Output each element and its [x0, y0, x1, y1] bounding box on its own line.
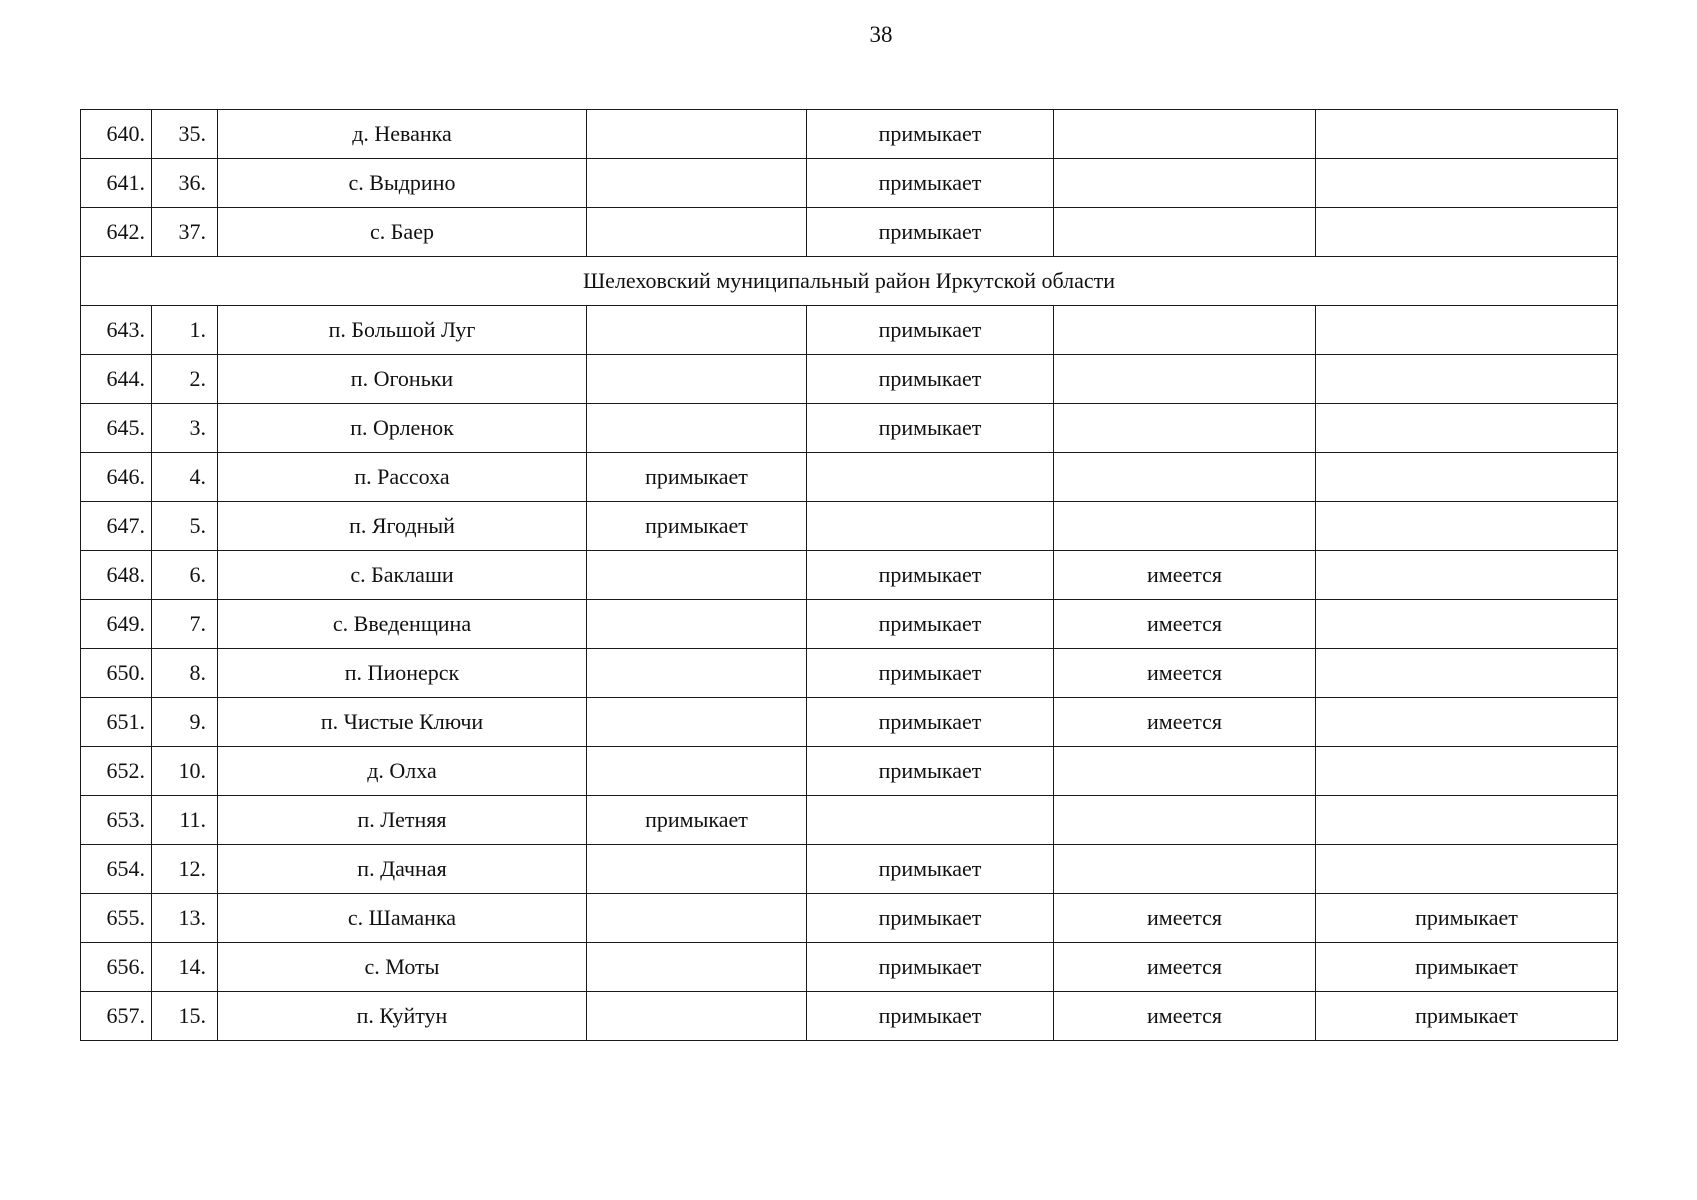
- column-7-cell: [1316, 502, 1618, 551]
- row-index-cell: 651.: [81, 698, 152, 747]
- row-number-cell: 2.: [152, 355, 218, 404]
- table-row: [81, 208, 1618, 257]
- column-4-cell: [587, 649, 807, 698]
- column-4-cell: примыкает: [587, 796, 807, 845]
- column-7-cell: [1316, 355, 1618, 404]
- row-number-cell: 36.: [152, 159, 218, 208]
- column-7-cell: примыкает: [1316, 992, 1618, 1041]
- column-5-cell: примыкает: [807, 355, 1054, 404]
- row-index-cell: 657.: [81, 992, 152, 1041]
- row-index-cell: 643.: [81, 306, 152, 355]
- section-row: [81, 257, 1618, 306]
- column-6-cell: [1054, 306, 1316, 355]
- row-index-cell: 646.: [81, 453, 152, 502]
- column-6-cell: имеется: [1054, 551, 1316, 600]
- settlement-name-cell: п. Чистые Ключи: [218, 698, 587, 747]
- column-4-cell: [587, 943, 807, 992]
- column-4-cell: [587, 551, 807, 600]
- column-5-cell: примыкает: [807, 208, 1054, 257]
- column-5-cell: примыкает: [807, 894, 1054, 943]
- section-title: Шелеховский муниципальный район Иркутской области: [81, 257, 1618, 306]
- column-4-cell: [587, 698, 807, 747]
- settlement-name-cell: п. Ягодный: [218, 502, 587, 551]
- row-index-cell: 653.: [81, 796, 152, 845]
- column-6-cell: имеется: [1054, 943, 1316, 992]
- row-number-cell: 9.: [152, 698, 218, 747]
- column-5-cell: примыкает: [807, 845, 1054, 894]
- column-5-cell: примыкает: [807, 698, 1054, 747]
- column-6-cell: [1054, 502, 1316, 551]
- row-number-cell: 6.: [152, 551, 218, 600]
- row-number-cell: 14.: [152, 943, 218, 992]
- column-7-cell: [1316, 208, 1618, 257]
- row-number-cell: 12.: [152, 845, 218, 894]
- column-7-cell: [1316, 551, 1618, 600]
- column-7-cell: [1316, 404, 1618, 453]
- settlement-name-cell: п. Огоньки: [218, 355, 587, 404]
- row-number-cell: 13.: [152, 894, 218, 943]
- column-4-cell: [587, 600, 807, 649]
- column-5-cell: примыкает: [807, 110, 1054, 159]
- table-row: [81, 600, 1618, 649]
- column-4-cell: [587, 306, 807, 355]
- table-row: [81, 796, 1618, 845]
- column-4-cell: [587, 747, 807, 796]
- row-index-cell: 649.: [81, 600, 152, 649]
- column-7-cell: [1316, 747, 1618, 796]
- settlement-name-cell: п. Куйтун: [218, 992, 587, 1041]
- column-6-cell: [1054, 355, 1316, 404]
- row-number-cell: 1.: [152, 306, 218, 355]
- settlement-name-cell: с. Шаманка: [218, 894, 587, 943]
- settlement-name-cell: п. Летняя: [218, 796, 587, 845]
- row-number-cell: 8.: [152, 649, 218, 698]
- column-6-cell: имеется: [1054, 992, 1316, 1041]
- row-number-cell: 4.: [152, 453, 218, 502]
- column-5-cell: примыкает: [807, 992, 1054, 1041]
- settlement-name-cell: с. Выдрино: [218, 159, 587, 208]
- column-5-cell: примыкает: [807, 649, 1054, 698]
- page-number: 38: [869, 22, 893, 47]
- table-row: [81, 649, 1618, 698]
- column-6-cell: [1054, 159, 1316, 208]
- column-7-cell: примыкает: [1316, 894, 1618, 943]
- column-7-cell: примыкает: [1316, 943, 1618, 992]
- row-index-cell: 656.: [81, 943, 152, 992]
- row-index-cell: 641.: [81, 159, 152, 208]
- settlement-name-cell: с. Баер: [218, 208, 587, 257]
- row-number-cell: 3.: [152, 404, 218, 453]
- table-row: [81, 306, 1618, 355]
- table-row: [81, 845, 1618, 894]
- column-4-cell: [587, 110, 807, 159]
- table-row: [81, 747, 1618, 796]
- row-number-cell: 37.: [152, 208, 218, 257]
- table-row: [81, 943, 1618, 992]
- row-index-cell: 652.: [81, 747, 152, 796]
- column-4-cell: примыкает: [587, 453, 807, 502]
- column-6-cell: [1054, 453, 1316, 502]
- settlement-name-cell: д. Олха: [218, 747, 587, 796]
- column-7-cell: [1316, 698, 1618, 747]
- column-6-cell: [1054, 208, 1316, 257]
- table-row: [81, 159, 1618, 208]
- settlement-name-cell: п. Пионерск: [218, 649, 587, 698]
- column-4-cell: [587, 845, 807, 894]
- column-5-cell: примыкает: [807, 306, 1054, 355]
- column-5-cell: примыкает: [807, 600, 1054, 649]
- column-6-cell: имеется: [1054, 649, 1316, 698]
- table-row: [81, 404, 1618, 453]
- settlements-table: [80, 109, 1618, 1041]
- settlement-name-cell: п. Большой Луг: [218, 306, 587, 355]
- table-row: [81, 355, 1618, 404]
- row-index-cell: 640.: [81, 110, 152, 159]
- column-5-cell: примыкает: [807, 747, 1054, 796]
- row-number-cell: 15.: [152, 992, 218, 1041]
- row-index-cell: 648.: [81, 551, 152, 600]
- column-7-cell: [1316, 796, 1618, 845]
- settlement-name-cell: п. Дачная: [218, 845, 587, 894]
- row-index-cell: 655.: [81, 894, 152, 943]
- settlement-name-cell: п. Рассоха: [218, 453, 587, 502]
- row-number-cell: 10.: [152, 747, 218, 796]
- column-7-cell: [1316, 306, 1618, 355]
- settlement-name-cell: п. Орленок: [218, 404, 587, 453]
- column-5-cell: [807, 796, 1054, 845]
- settlement-name-cell: д. Неванка: [218, 110, 587, 159]
- column-6-cell: [1054, 796, 1316, 845]
- column-7-cell: [1316, 453, 1618, 502]
- column-7-cell: [1316, 110, 1618, 159]
- column-5-cell: [807, 453, 1054, 502]
- table-row: [81, 551, 1618, 600]
- column-5-cell: [807, 502, 1054, 551]
- table-row: [81, 992, 1618, 1041]
- column-6-cell: [1054, 747, 1316, 796]
- settlement-name-cell: с. Введенщина: [218, 600, 587, 649]
- table-row: [81, 698, 1618, 747]
- row-index-cell: 642.: [81, 208, 152, 257]
- table-row: [81, 894, 1618, 943]
- row-index-cell: 647.: [81, 502, 152, 551]
- column-6-cell: [1054, 845, 1316, 894]
- row-number-cell: 11.: [152, 796, 218, 845]
- column-5-cell: примыкает: [807, 404, 1054, 453]
- column-4-cell: [587, 992, 807, 1041]
- settlement-name-cell: с. Баклаши: [218, 551, 587, 600]
- column-7-cell: [1316, 845, 1618, 894]
- row-index-cell: 644.: [81, 355, 152, 404]
- column-4-cell: примыкает: [587, 502, 807, 551]
- column-6-cell: [1054, 110, 1316, 159]
- row-number-cell: 7.: [152, 600, 218, 649]
- table-row: [81, 502, 1618, 551]
- row-number-cell: 35.: [152, 110, 218, 159]
- row-index-cell: 645.: [81, 404, 152, 453]
- column-7-cell: [1316, 649, 1618, 698]
- column-7-cell: [1316, 600, 1618, 649]
- column-6-cell: имеется: [1054, 894, 1316, 943]
- row-index-cell: 650.: [81, 649, 152, 698]
- column-4-cell: [587, 404, 807, 453]
- column-6-cell: [1054, 404, 1316, 453]
- column-7-cell: [1316, 159, 1618, 208]
- column-6-cell: имеется: [1054, 600, 1316, 649]
- table-row: [81, 110, 1618, 159]
- column-4-cell: [587, 159, 807, 208]
- column-5-cell: примыкает: [807, 551, 1054, 600]
- column-4-cell: [587, 894, 807, 943]
- column-6-cell: имеется: [1054, 698, 1316, 747]
- column-5-cell: примыкает: [807, 943, 1054, 992]
- table-row: [81, 453, 1618, 502]
- row-number-cell: 5.: [152, 502, 218, 551]
- column-4-cell: [587, 208, 807, 257]
- settlement-name-cell: с. Моты: [218, 943, 587, 992]
- column-5-cell: примыкает: [807, 159, 1054, 208]
- column-4-cell: [587, 355, 807, 404]
- table-body: [81, 110, 1618, 1041]
- row-index-cell: 654.: [81, 845, 152, 894]
